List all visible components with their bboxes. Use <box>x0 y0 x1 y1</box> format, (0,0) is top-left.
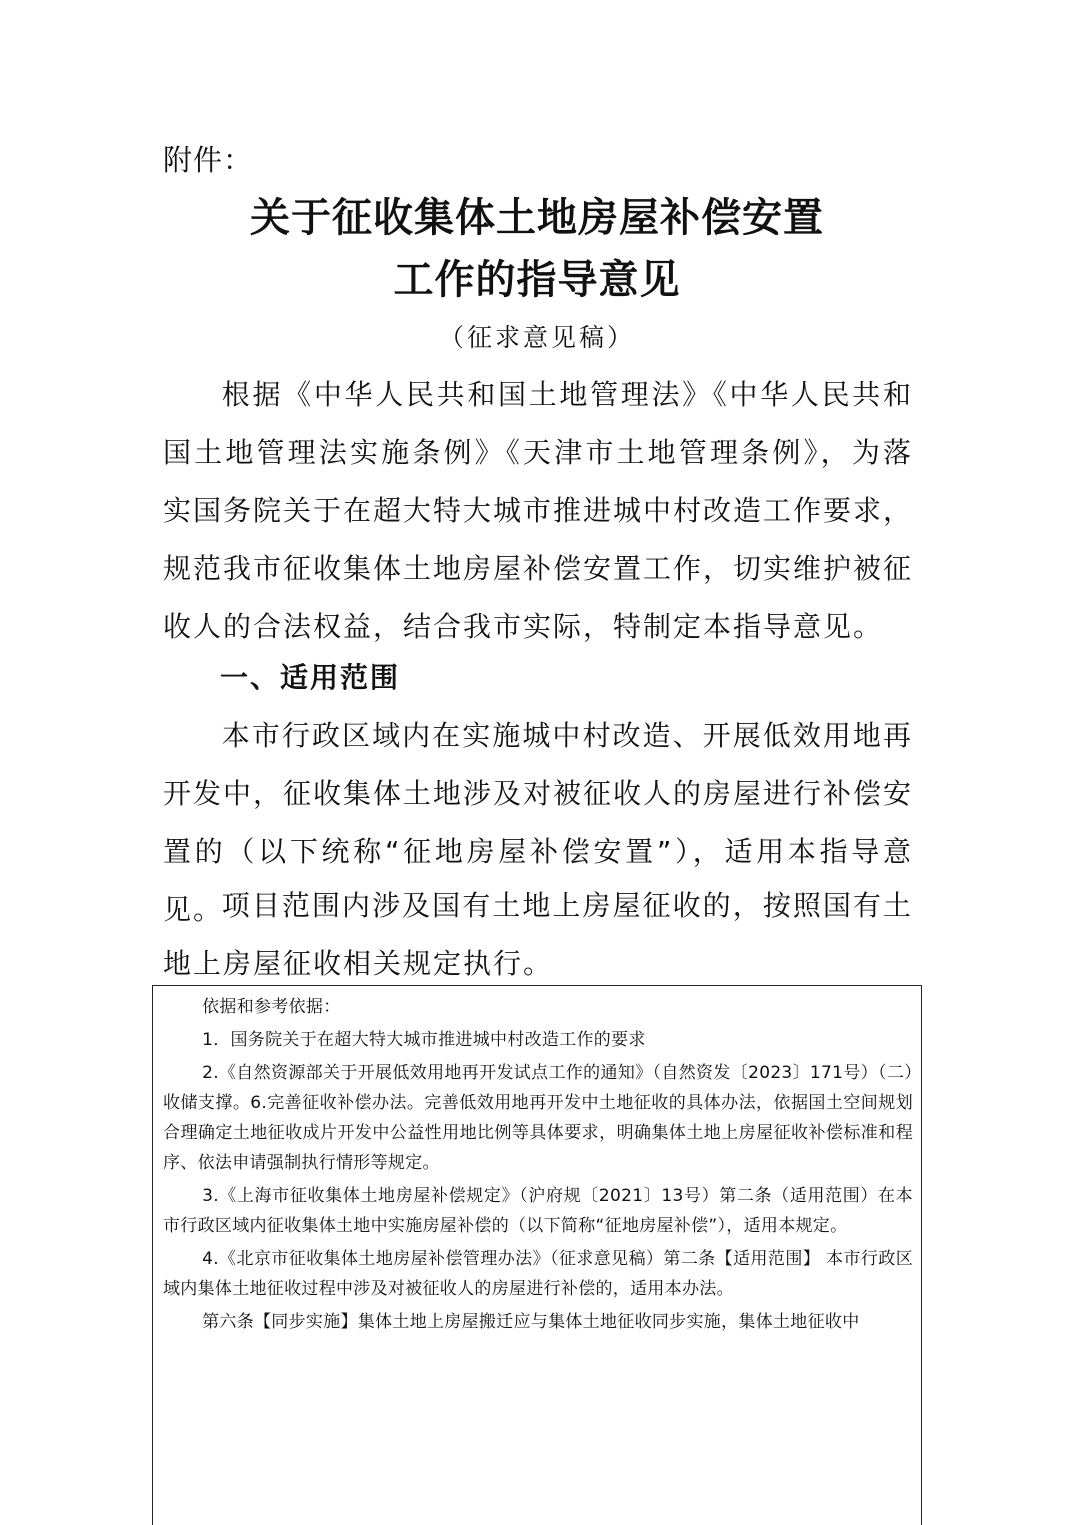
reference-heading: 依据和参考依据： <box>202 997 341 1017</box>
reference-item-3: 3.《上海市征收集体土地房屋补偿规定》（沪府规〔2021〕13号）第二条（适用范围）在本市行政区域内征收集体土地中实施房屋补偿的（以下简称“征地房屋补偿”），适用本规定。 <box>163 1186 913 1236</box>
scope-paragraph-2: 项目范围内涉及国有土地上房屋征收的，按照国有土地上房屋征收相关规定执行。 <box>163 889 913 980</box>
scope-paragraph-1: 本市行政区域内在实施城中村改造、开展低效用地再开发中，征收集体土地涉及对被征收人的房屋进行补偿安置的（以下统称“征地房屋补偿安置”），适用本指导意见。 <box>163 719 914 926</box>
reference-item-1: 1．国务院关于在超大特大城市推进城中村改造工作的要求 <box>202 1030 646 1050</box>
intro-paragraph: 根据《中华人民共和国土地管理法》《中华人民共和国土地管理法实施条例》《天津市土地管理条例》，为落实国务院关于在超大特大城市推进城中村改造工作要求，规范我市征收集体土地房屋补偿安置工作，切实维护被征收人的合法权益，结合我市实际，特制定本指导意见。 <box>163 378 914 643</box>
reference-item-5: 第六条【同步实施】集体土地上房屋搬迁应与集体土地征收同步实施，集体土地征收中 <box>202 1312 860 1332</box>
document-title-line1: 关于征收集体土地房屋补偿安置 <box>250 194 824 241</box>
reference-note-box <box>152 985 922 1525</box>
reference-item-2: 2.《自然资源部关于开展低效用地再开发试点工作的通知》（自然资发〔2023〕171号）（二）收储支撑。6.完善征收补偿办法。完善低效用地再开发中土地征收的具体办法，依据国土空间规划合理确定土地征收成片开发中公益性用地比例等具体要求，明确集体土地上房屋征收补偿标准和程序、依法申请强制执行情形等规定。 <box>163 1063 913 1173</box>
document-subtitle: （征求意见稿） <box>438 323 635 352</box>
reference-item-4: 4.《北京市征收集体土地房屋补偿管理办法》（征求意见稿）第二条【适用范围】 本市行政区域内集体土地征收过程中涉及对被征收人的房屋进行补偿的，适用本办法。 <box>163 1249 913 1299</box>
attachment-label: 附件： <box>163 143 254 177</box>
section-heading-scope: 一、适用范围 <box>220 661 401 694</box>
document-title-line2: 工作的指导意见 <box>393 256 681 303</box>
